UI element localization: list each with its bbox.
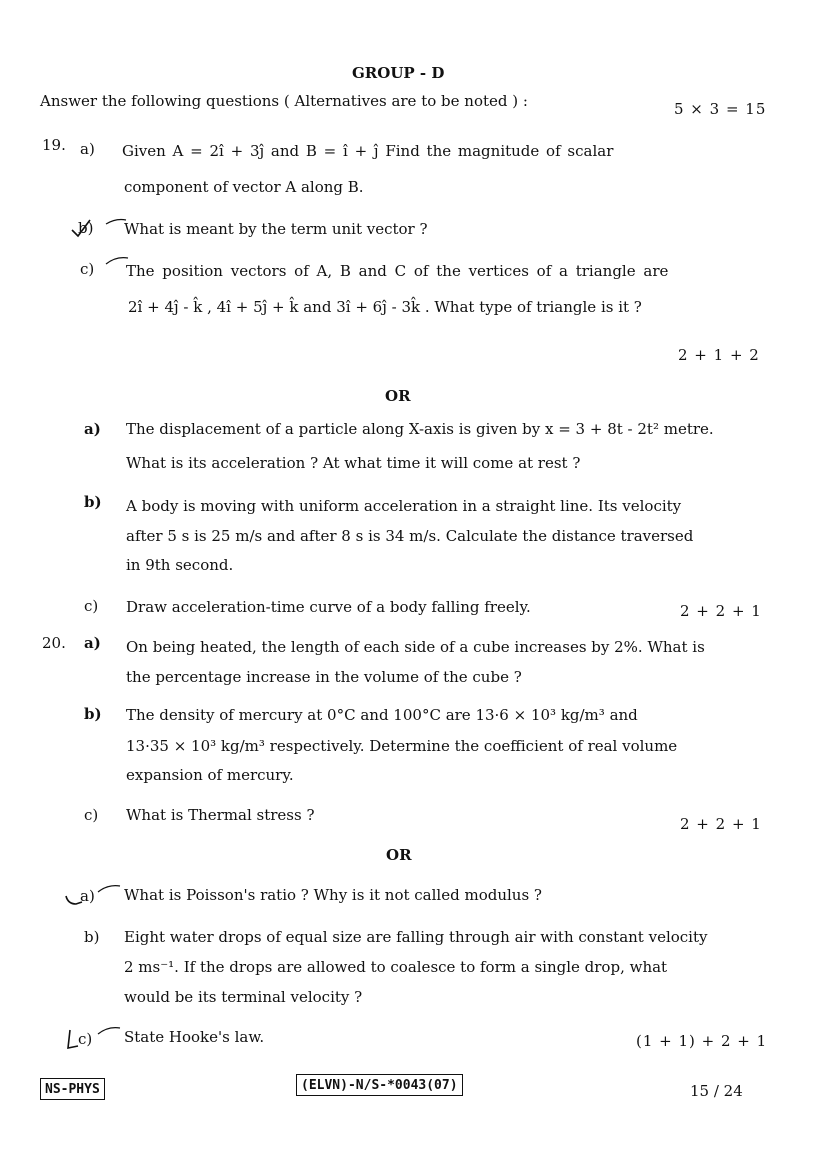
handwritten-tick-mark [64,1022,124,1052]
handwritten-tick-mark [76,254,136,278]
q20-alt-b-line2: 2 ms⁻¹. If the drops are allowed to coalesce to form a single drop, what [124,958,668,976]
q20-alt-b-label: b) [84,928,100,946]
question-number-19: 19. [42,136,66,154]
q20-a-line1: On being heated, the length of each side of a cube increases by 2%. What is [126,638,705,656]
q20-alt-b-line1: Eight water drops of equal size are falling through air with constant velocity [124,928,708,946]
q19-alt-b-line2: after 5 s is 25 m/s and after 8 s is 34 m/s. Calculate the distance traversed [126,527,694,545]
q19-alt-a-label: a) [84,420,101,438]
q19-marks: 2 + 1 + 2 [678,346,760,364]
q19-alt-b-line3: in 9th second. [126,556,234,574]
q20-c-label: c) [84,806,99,824]
total-marks: 5 × 3 = 15 [674,100,767,118]
q19-a-label: a) [80,140,95,158]
q20-alt-b-line3: would be its terminal velocity ? [124,988,363,1006]
or-divider-2: OR [386,846,412,864]
q19-alt-a-line1: The displacement of a particle along X-axis is given by x = 3 + 8t - 2t² metre. [126,420,714,438]
q20-b-line3: expansion of mercury. [126,766,294,784]
q19-a-line2: component of vector A along B. [124,178,364,196]
subject-code-box: NS-PHYS [40,1078,105,1100]
handwritten-tick-mark [70,214,130,238]
q20-a-line2: the percentage increase in the volume of the cube ? [126,668,522,686]
q20-a-label: a) [84,634,101,652]
q19-c-line1: The position vectors of A, B and C of the vertices of a triangle are [126,262,669,280]
q20-b-line1: The density of mercury at 0°C and 100°C are 13·6 × 10³ kg/m³ and [126,706,638,724]
page-number: 15 / 24 [690,1082,743,1100]
q20-b-line2: 13·35 × 10³ kg/m³ respectively. Determine the coefficient of real volume [126,737,678,755]
paper-code-box: (ELVN)-N/S-*0043(07) [296,1074,463,1096]
q20-marks: 2 + 2 + 1 [680,815,762,833]
q19-alt-marks: 2 + 2 + 1 [680,602,762,620]
q19-alt-b-label: b) [84,493,102,511]
handwritten-tick-mark [62,880,126,908]
q20-alt-a-line1: What is Poisson's ratio ? Why is it not called modulus ? [124,886,542,904]
q20-c-line1: What is Thermal stress ? [126,806,315,824]
q19-alt-c-label: c) [84,597,99,615]
q19-b-label: b) [78,219,94,237]
or-divider-1: OR [385,387,411,405]
q19-alt-a-line2: What is its acceleration ? At what time it will come at rest ? [126,454,581,472]
q20-alt-c-line1: State Hooke's law. [124,1028,265,1046]
q20-alt-c-label: c) [78,1030,93,1048]
group-title: GROUP - D [352,64,445,82]
q19-alt-b-line1: A body is moving with uniform acceleration in a straight line. Its velocity [126,497,682,515]
q20-alt-marks: (1 + 1) + 2 + 1 [636,1032,768,1050]
question-number-20: 20. [42,634,66,652]
q19-c-label: c) [80,260,95,278]
q20-b-label: b) [84,705,102,723]
q19-b-line1: What is meant by the term unit vector ? [124,220,428,238]
q19-c-line2: 2î + 4ĵ - k̂ , 4î + 5ĵ + k̂ and 3î + 6ĵ - 3k̂ . What type of triangle is it ? [128,298,642,316]
q19-a-line1: Given A = 2î + 3ĵ and B = î + ĵ Find the magnitude of scalar [122,142,614,160]
q19-alt-c-line1: Draw acceleration-time curve of a body falling freely. [126,598,531,616]
instruction-text: Answer the following questions ( Alternatives are to be noted ) : [40,92,528,110]
q20-alt-a-label: a) [80,887,95,905]
